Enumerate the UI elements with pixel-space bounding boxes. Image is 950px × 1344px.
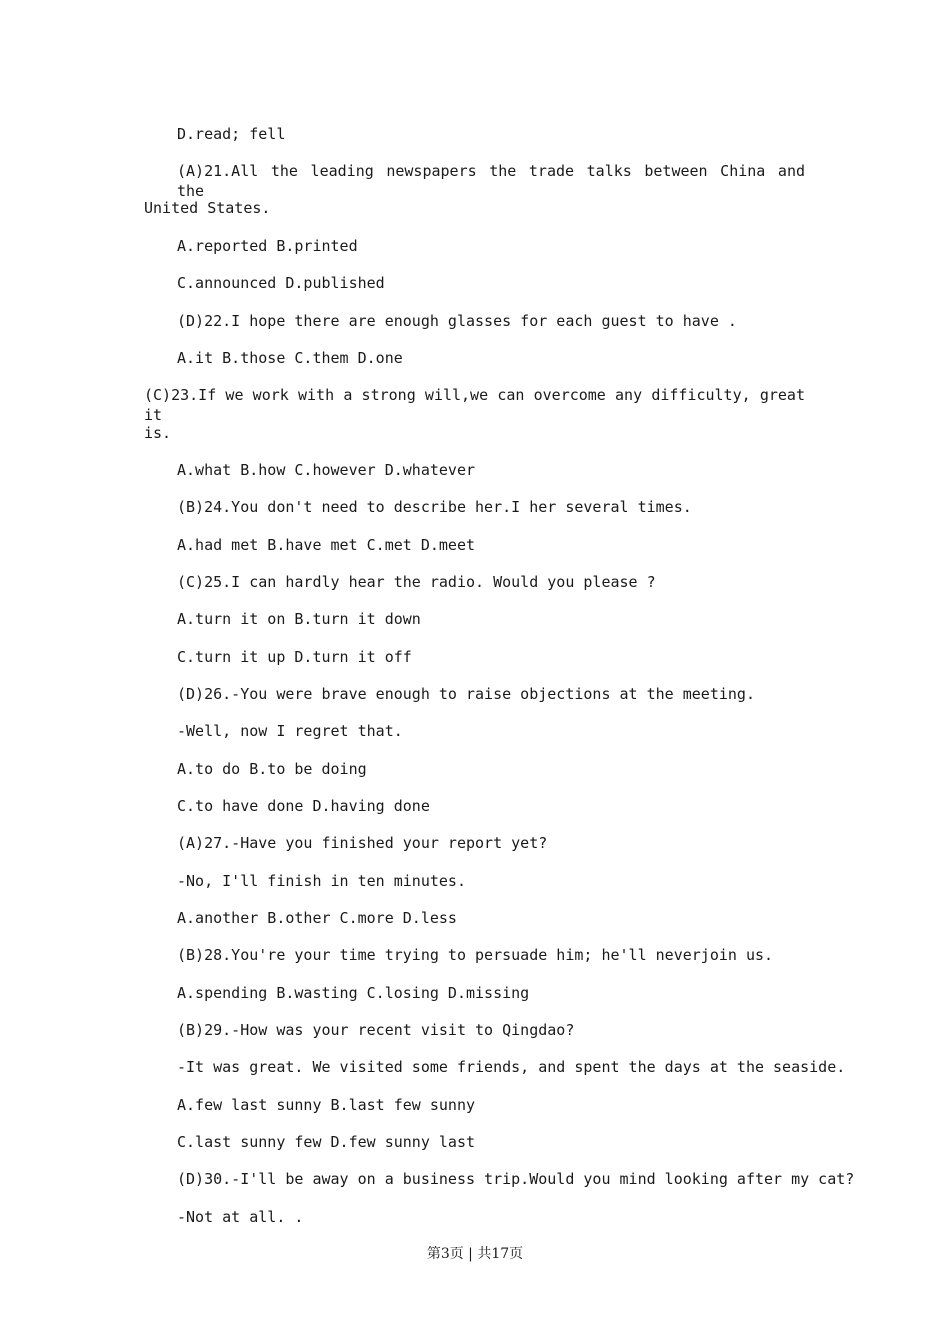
options-29-ab: A.few last sunny B.last few sunny [177, 1096, 476, 1114]
question-29: (B)29.-How was your recent visit to Qingdao? [177, 1021, 575, 1039]
options-21-ab: A.reported B.printed [177, 237, 358, 255]
options-25-cd: C.turn it up D.turn it off [177, 648, 412, 666]
options-25-ab: A.turn it on B.turn it down [177, 610, 421, 628]
question-23-continued: is. [144, 424, 172, 442]
question-27-reply: -No, I'll finish in ten minutes. [177, 872, 466, 890]
question-21-continued: United States. [144, 199, 271, 217]
options-29-cd: C.last sunny few D.few sunny last [177, 1133, 476, 1151]
options-22: A.it B.those C.them D.one [177, 349, 403, 367]
question-22: (D)22.I hope there are enough glasses for each guest to have . [177, 312, 737, 330]
question-30: (D)30.-I'll be away on a business trip.Would you mind looking after my cat? [177, 1170, 855, 1188]
options-28: A.spending B.wasting C.losing D.missing [177, 984, 530, 1002]
question-29-reply: -It was great. We visited some friends, and spent the days at the seaside. [177, 1058, 846, 1076]
options-27: A.another B.other C.more D.less [177, 909, 457, 927]
question-28: (B)28.You're your time trying to persuade him; he'll neverjoin us. [177, 946, 774, 964]
question-23: (C)23.If we work with a strong will,we can overcome any difficulty, great it [144, 386, 805, 424]
options-24: A.had met B.have met C.met D.meet [177, 536, 476, 554]
page-footer: 第3页 | 共17页 [426, 1246, 524, 1262]
options-23: A.what B.how C.however D.whatever [177, 461, 476, 479]
option-line-20d: D.read; fell [177, 125, 286, 143]
question-21: (A)21.All the leading newspapers the trade talks between China and the [177, 162, 805, 200]
question-26: (D)26.-You were brave enough to raise objections at the meeting. [177, 685, 755, 703]
options-26-ab: A.to do B.to be doing [177, 760, 367, 778]
question-25: (C)25.I can hardly hear the radio. Would you please ? [177, 573, 656, 591]
options-21-cd: C.announced D.published [177, 274, 385, 292]
options-26-cd: C.to have done D.having done [177, 797, 430, 815]
question-27: (A)27.-Have you finished your report yet? [177, 834, 548, 852]
question-30-reply: -Not at all. . [177, 1208, 304, 1226]
question-26-reply: -Well, now I regret that. [177, 722, 403, 740]
question-24: (B)24.You don't need to describe her.I her several times. [177, 498, 692, 516]
